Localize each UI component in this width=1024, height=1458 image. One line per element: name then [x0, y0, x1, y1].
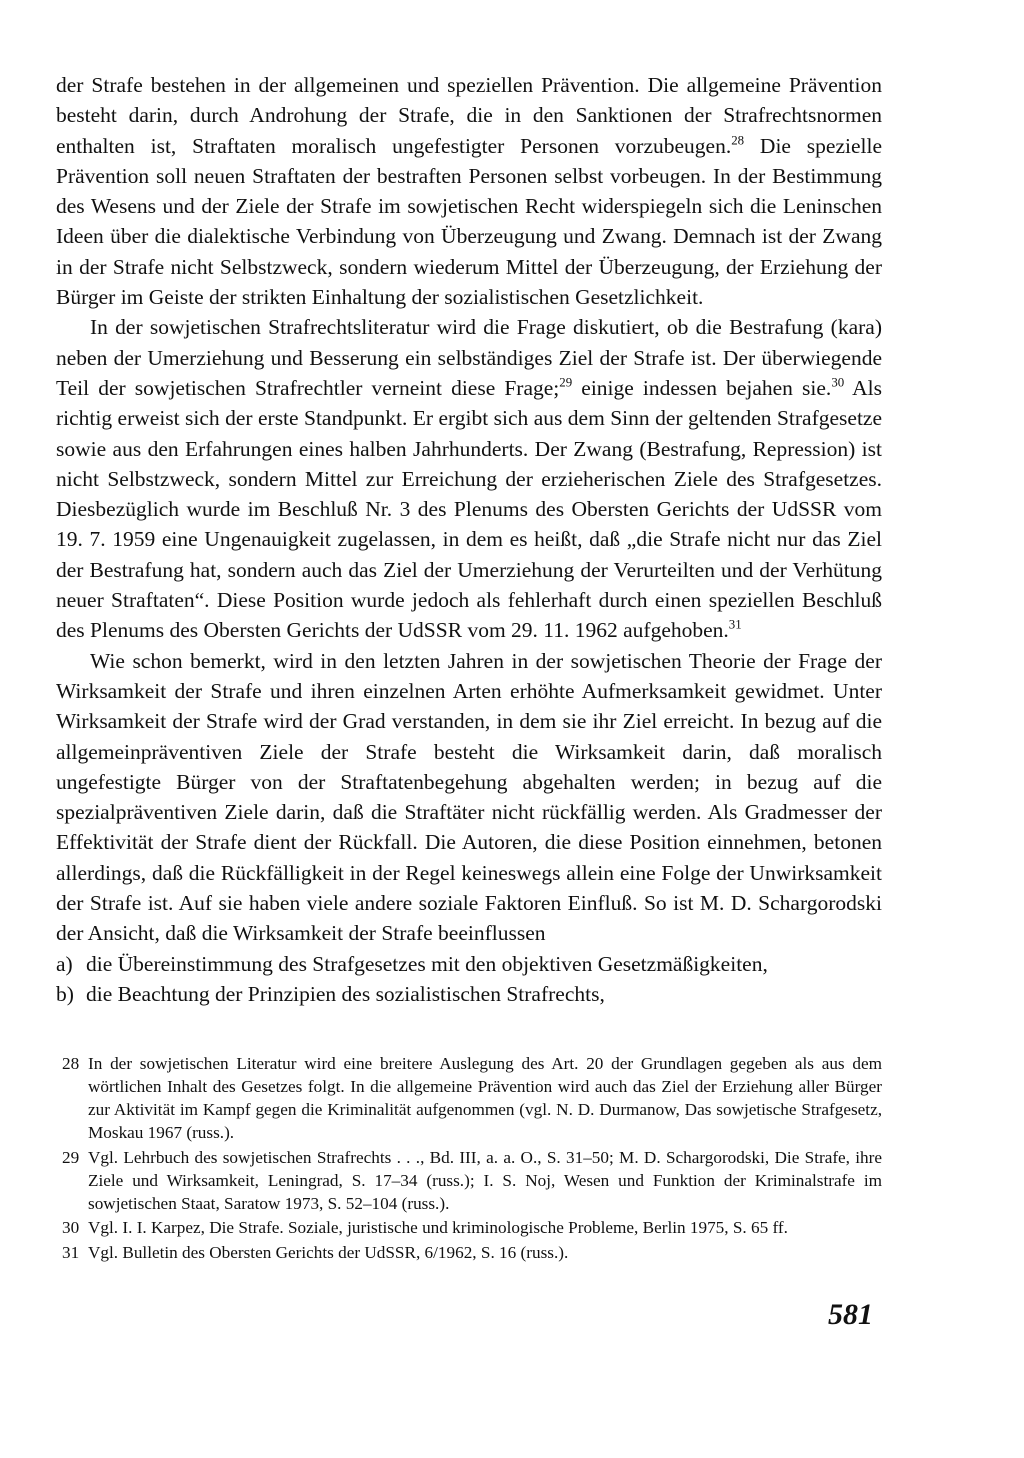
footnote-number: 28 [62, 1054, 80, 1073]
footnote-number: 31 [62, 1242, 80, 1262]
main-text [56, 70, 882, 1009]
text-segment: der Strafe bestehen in der allgemeinen und speziellen Prävention. Die allgemeine Prävention besteht darin, durch Androhung der Strafe, die in den Sanktionen der Strafrechtsnormen enthalten ist, Straftaten moralisch ungefestigter Personen vorzubeugen. [56, 73, 882, 158]
text-segment: einige indessen bejahen sie. [572, 375, 832, 400]
footnote-text: Vgl. I. I. Karpez, Die Strafe. Soziale, juristische und kriminologische Probleme, Berlin 1975, S. 65 ff. [88, 1218, 788, 1237]
text-segment: Als richtig erweist sich der erste Standpunkt. Er ergibt sich aus dem Sinn der geltenden Strafgesetze sowie aus den Erfahrungen eines halben Jahrhunderts. Der Zwang (Bestrafung, Repression) ist nicht Selbstzweck, sondern Mittel zur Erreichung der erzieherischen Ziele des Strafgesetzes. Diesbezüglich wurde im Beschluß Nr. 3 des Plenums des Obersten Gerichts der UdSSR vom 19. 7. 1959 eine Ungenauigkeit zugelassen, in dem es heißt, daß „die Strafe nicht nur das Ziel der Bestrafung hat, sondern auch das Ziel der Umerziehung der Verurteilten und der Verhütung neuer Straftaten“. Diese Position wurde jedoch als fehlerhaft durch einen speziellen Beschluß des Plenums des Obersten Gerichts der UdSSR vom 29. 11. 1962 aufgehoben. [56, 375, 882, 643]
text-segment: Wie schon bemerkt, wird in den letzten Jahren in der sowjetischen Theorie der Frage der Wirksamkeit der Strafe und ihren einzelnen Arten erhöhte Aufmerksamkeit gewidmet. Unter Wirksamkeit der Strafe wird der Grad verstanden, in dem sie ihr Ziel erreicht. In bezug auf die allgemeinpräventiven Ziele der Strafe besteht die Wirksamkeit darin, daß moralisch ungefestigte Bürger von der Straftatenbegehung abgehalten werden; in bezug auf die spezialpräventiven Ziele darin, daß die Straftäter nicht rückfällig werden. Als Gradmesser der Effektivität der Strafe dient der Rückfall. Die Autoren, die diese Position einnehmen, betonen allerdings, daß die Rückfälligkeit in der Regel keineswegs allein eine Folge der Unwirksamkeit der Strafe ist. Auf sie haben viele andere soziale Faktoren Einfluß. So ist M. D. Schargorodski der Ansicht, daß die Wirksamkeit der Strafe beeinflussen [56, 648, 882, 946]
list-marker: b) [56, 981, 74, 1006]
footnote-text: Vgl. Lehrbuch des sowjetischen Strafrechts . . ., Bd. III, a. a. O., S. 31–50; M. D. Schargorodski, Die Strafe, ihre Ziele und Wirksamkeit, Leningrad, S. 17–34 (russ.); I. S. Noj, Wesen und Funktion der Kriminalstrafe im sowjetischen Staat, Saratow 1973, S. 52–104 (russ.). [88, 1147, 882, 1213]
footnote-text: In der sowjetischen Literatur wird eine breitere Auslegung des Art. 20 der Grundlagen gegeben als aus dem wörtlichen Inhalt des Gesetzes folgt. In die allgemeine Prävention wird auch das Ziel der Erziehung aller Bürger zur Aktivität im Kampf gegen die Kriminalität aufgenommen (vgl. N. D. Durmanow, Das sowjetische Strafgesetz, Moskau 1967 (russ.). [88, 1054, 882, 1142]
text-segment: In der sowjetischen Strafrechtsliteratur wird die Frage diskutiert, ob die Bestrafung (kara) neben der Umerziehung und Besserung ein selbständiges Ziel der Strafe ist. Der überwiegende Teil der sowjetischen Strafrechtler verneint diese Frage; [56, 315, 882, 400]
footnote-ref-31: 31 [728, 617, 742, 632]
footnote-number: 30 [62, 1218, 80, 1237]
list-marker: a) [56, 951, 73, 976]
footnotes [62, 1052, 882, 1265]
text-segment: Die spezielle Prävention soll neuen Straftaten der bestraften Personen selbst vorbeugen. In der Bestimmung des Wesens und der Ziele der Strafe im sowjetischen Recht widerspiegeln sich die Leninschen Ideen über die dialektische Verbindung von Überzeugung und Zwang. Demnach ist der Zwang in der Strafe nicht Selbstzweck, sondern wiederum Mittel der Überzeugung, der Erziehung der Bürger im Geiste der strikten Einhaltung der sozialistischen Gesetzlichkeit. [56, 133, 882, 310]
list-item-text: die Beachtung der Prinzipien des sozialistischen Strafrechts, [86, 981, 605, 1006]
footnote [62, 1241, 882, 1264]
footnote [62, 1146, 882, 1215]
list-item [56, 949, 882, 979]
footnote-ref-29: 29 [559, 375, 573, 390]
footnote-ref-28: 28 [731, 133, 745, 148]
page-number: 581 [828, 1298, 873, 1331]
footnote [62, 1216, 882, 1239]
footnote-ref-30: 30 [831, 375, 845, 390]
list-item-text: die Übereinstimmung des Strafgesetzes mit den objektiven Gesetzmäßigkeiten, [86, 951, 768, 976]
enumerated-list [56, 949, 882, 1010]
footnote-text: Vgl. Bulletin des Obersten Gerichts der UdSSR, 6/1962, S. 16 (russ.). [88, 1242, 569, 1262]
paragraph [56, 312, 882, 645]
list-item [56, 979, 882, 1009]
footnote [62, 1052, 882, 1144]
paragraph [56, 70, 882, 312]
footnote-number: 29 [62, 1147, 80, 1167]
paragraph [56, 646, 882, 949]
